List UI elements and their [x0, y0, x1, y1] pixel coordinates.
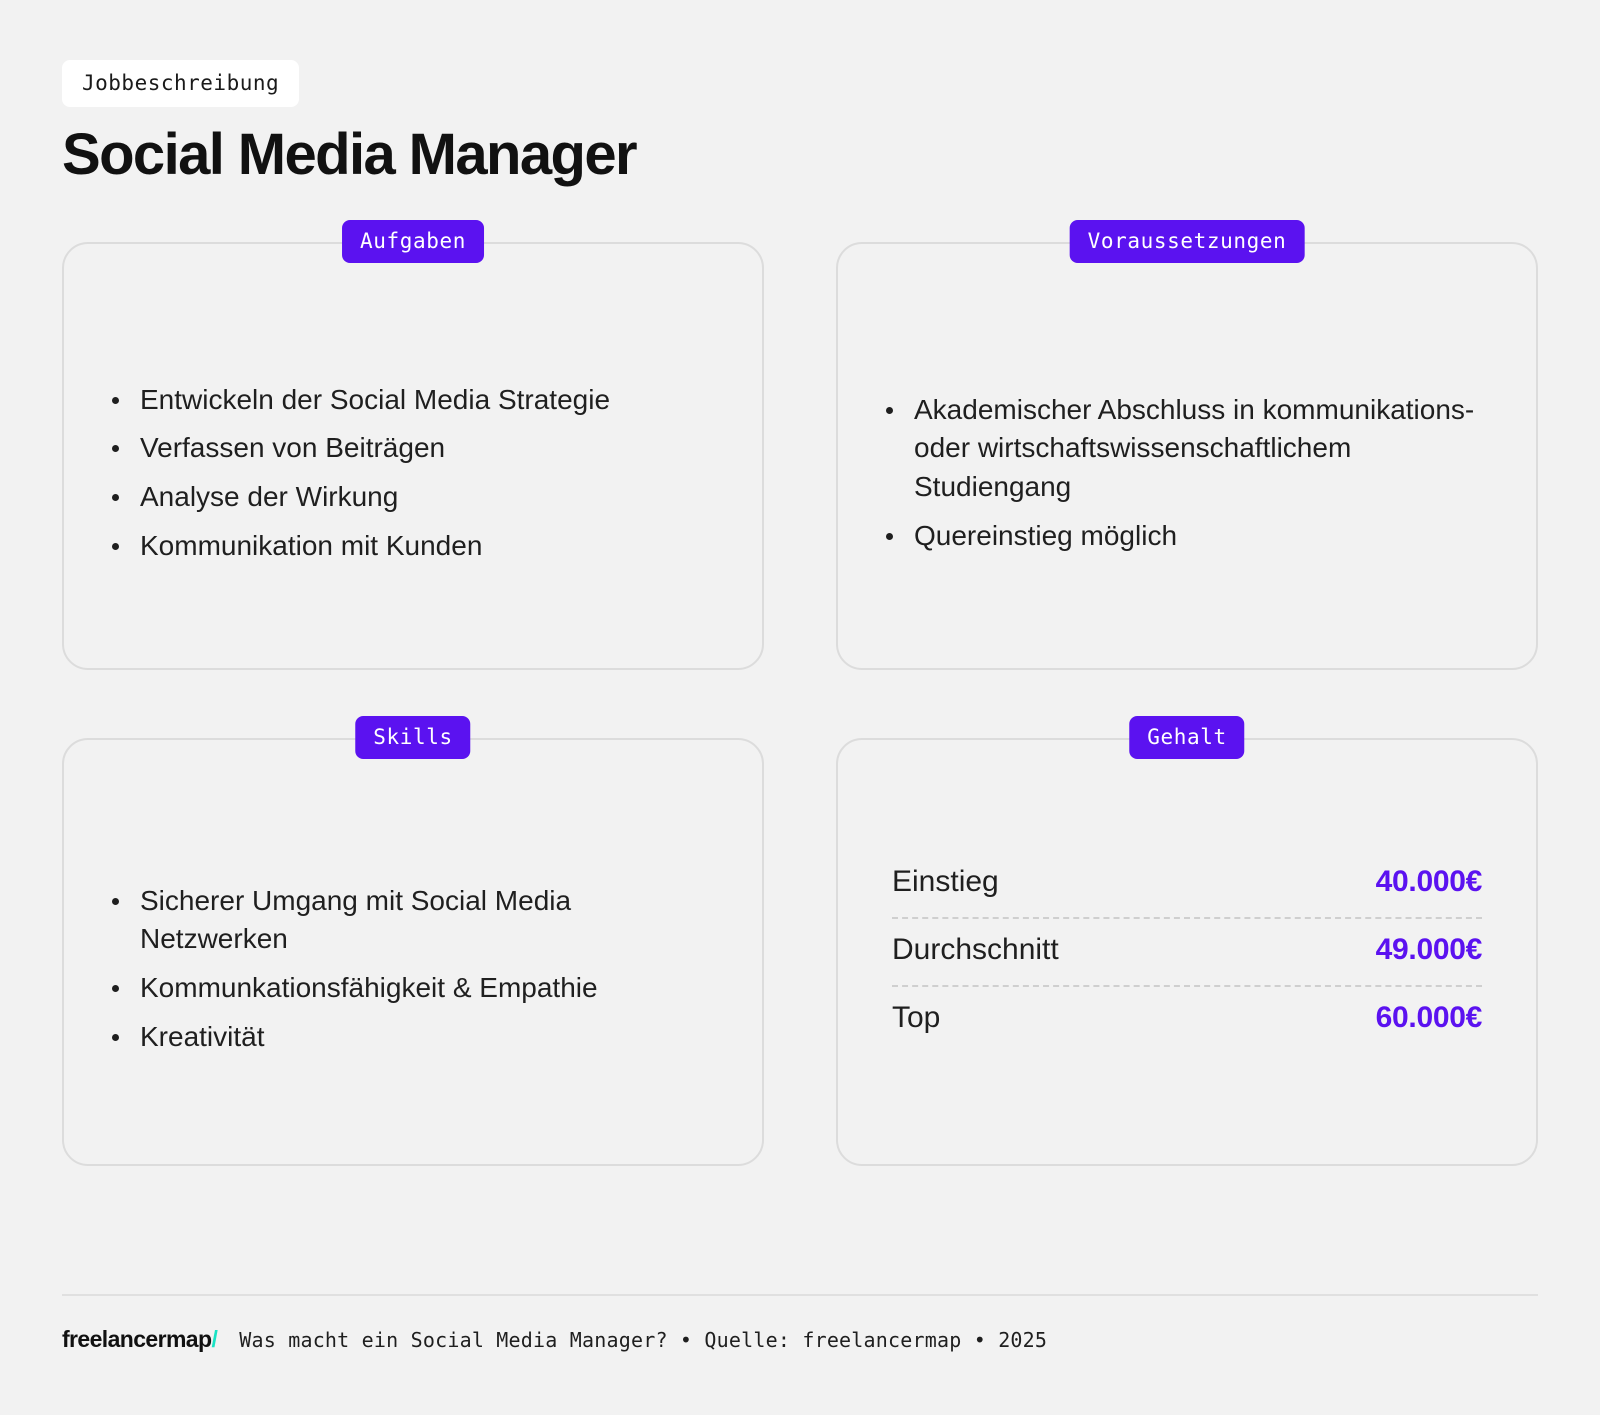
card-requirements [836, 228, 1538, 670]
eyebrow-label: Jobbeschreibung [62, 60, 299, 107]
card-badge-requirements: Voraussetzungen [1070, 220, 1305, 263]
bullet-icon [112, 1034, 119, 1041]
list-item [104, 527, 722, 566]
list-item-label: Quereinstieg möglich [914, 519, 1178, 551]
salary-row [892, 987, 1482, 1053]
card-tasks [62, 228, 764, 670]
bullet-icon [112, 543, 119, 550]
list-item [104, 429, 722, 468]
card-body-skills [62, 738, 764, 1166]
salary-row [892, 919, 1482, 985]
bullet-icon [112, 898, 119, 905]
requirements-list [878, 391, 1496, 556]
footer-source-text: Was macht ein Social Media Manager? • Quelle: freelancermap • 2025 [239, 1327, 1048, 1352]
list-item-label: Entwickeln der Social Media Strategie [140, 383, 611, 415]
list-item [104, 969, 722, 1008]
salary-label: Top [892, 1000, 941, 1034]
bullet-icon [112, 985, 119, 992]
list-item-label: Akademischer Abschluss in kommunikations- oder wirtschaftswissenschaftlichem Studiengang [914, 393, 1475, 502]
card-body-requirements [836, 242, 1538, 670]
list-item-label: Kreativität [140, 1020, 265, 1052]
bullet-icon [886, 407, 893, 414]
card-salary [836, 724, 1538, 1166]
salary-label: Einstieg [892, 864, 999, 898]
list-item [104, 381, 722, 420]
footer-divider [62, 1294, 1538, 1296]
brand-slash: / [211, 1326, 218, 1352]
card-skills [62, 724, 764, 1166]
bullet-icon [112, 494, 119, 501]
bullet-icon [886, 533, 893, 540]
skills-list [104, 882, 722, 1057]
card-badge-salary: Gehalt [1129, 716, 1244, 759]
tasks-list [104, 381, 722, 566]
footer-line [62, 1326, 1538, 1353]
bullet-icon [112, 397, 119, 404]
list-item-label: Kommunikation mit Kunden [140, 529, 483, 561]
list-item-label: Verfassen von Beiträgen [140, 432, 446, 464]
list-item [878, 517, 1496, 556]
card-body-salary [836, 738, 1538, 1166]
cards-grid [62, 228, 1538, 1166]
card-badge-tasks: Aufgaben [342, 220, 484, 263]
salary-value: 40.000€ [1375, 864, 1482, 898]
salary-value: 49.000€ [1375, 932, 1482, 966]
footer [62, 1294, 1538, 1353]
list-item [104, 882, 722, 959]
salary-value: 60.000€ [1375, 1000, 1482, 1034]
list-item [104, 1018, 722, 1057]
list-item-label: Sicherer Umgang mit Social Media Netzwerken [140, 884, 572, 955]
bullet-icon [112, 445, 119, 452]
list-item [878, 391, 1496, 507]
card-badge-skills: Skills [355, 716, 470, 759]
brand-name: freelancermap [62, 1326, 212, 1352]
card-body-tasks [62, 242, 764, 670]
brand-logo [62, 1326, 217, 1353]
list-item-label: Analyse der Wirkung [140, 480, 399, 512]
list-item-label: Kommunkationsfähigkeit & Empathie [140, 971, 598, 1003]
page-title: Social Media Manager [62, 122, 636, 187]
salary-row [892, 851, 1482, 917]
header [62, 60, 1538, 186]
salary-label: Durchschnitt [892, 932, 1059, 966]
list-item [104, 478, 722, 517]
